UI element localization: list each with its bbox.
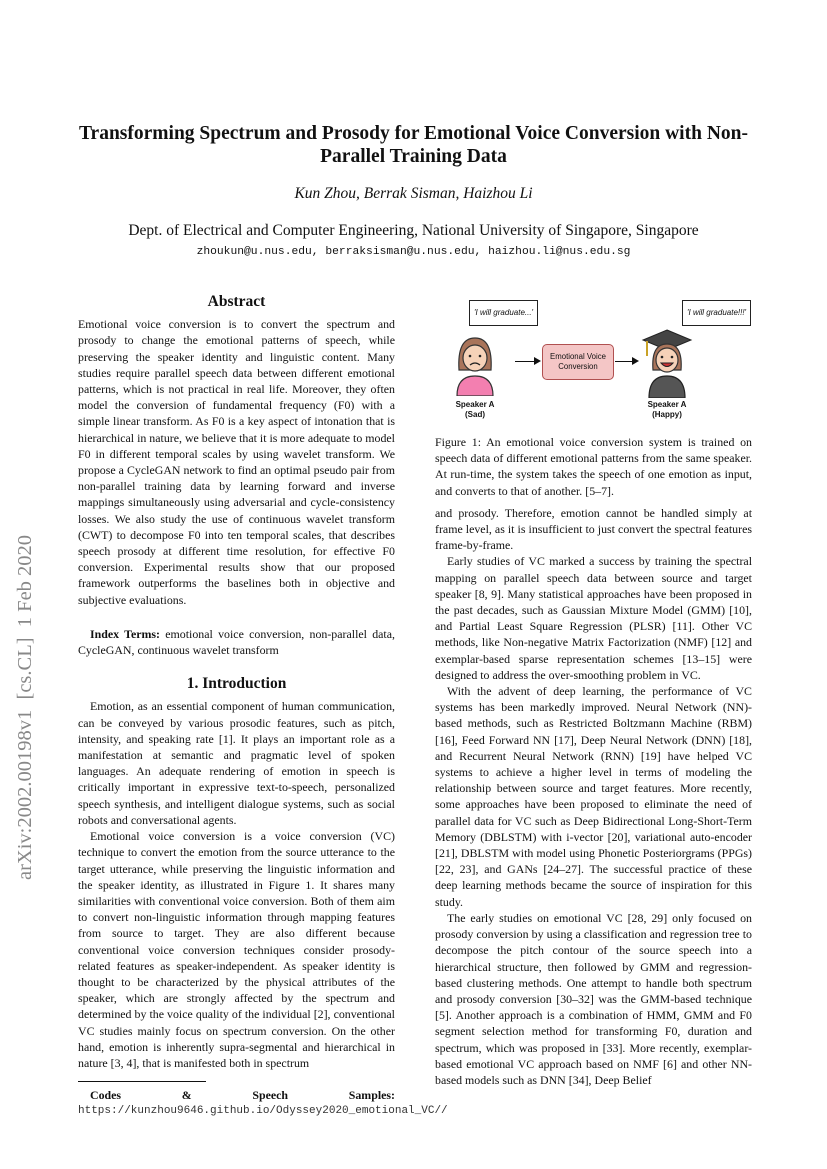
body-paragraph: With the advent of deep learning, the performance of VC systems has been markedly improved. Neural Network (NN)-based methods, such as Restricted Boltzmann Machine (RBM) [16], Feed Forward NN [17], Deep Neural Network (DNN) [18], and Recurrent Neural Network (RNN) [19] have helped VC systems to achieve a higher level in terms of modeling the relationship between source and target features. More recently, some approaches have been proposed to eliminate the need of parallel data for VC such as Deep Bidirectional Long-Short-Term Memory (DBLSTM) with i-vector [20], variational auto-encoder [21], DBLSTM with model using Phonetic Posteriorgrams (PPGs) [22, 23], and GANs [24–27]. The successful practice of these deep learning methods became the source of inspiration for this study. (435, 684, 752, 909)
sad-speaker-icon (453, 334, 497, 396)
intro-paragraph: Emotional voice conversion is a voice conversion (VC) technique to convert the emotion from the source utterance to the target utterance, while preserving the linguistic information and the speaker identity, as illustrated in Figure 1. It shares many similarities with conventional voice conversion. Both of them aim to convert non-linguistic information through mapping features from source to target. They are also different because conventional voice conversion techniques consider prosody-related features as speaker-independent. As speaker identity is thought to be characterized by the physical attributes of the speaker, which are strongly affected by the spectrum and determined by the voice quality of the individual [2], conventional VC studies mainly focus on spectrum conversion. On the other hand, emotion is inherently supra-segmental and hierarchical in nature [3, 4], that is manifested both in spectrum (78, 829, 395, 1070)
intro-paragraph: Emotion, as an essential component of human communication, can be conveyed by various prosodic features, such as pitch, intensity, and speaking rate [1]. It plays an important role as a manifestation at semantic and pragmatic level of spoken languages. An adequate rendering of emotion in speech is critically important in expressive text-to-speech, personalized speech synthesis, and intelligent dialogue systems, such as social robots and conversational agents. (78, 699, 395, 827)
author-emails: zhoukun@u.nus.edu, berraksisman@u.nus.edu, haizhou.li@nus.edu.sg (196, 246, 631, 258)
index-terms (78, 626, 395, 658)
right-column (435, 292, 752, 1088)
figure-caption: Figure 1: An emotional voice conversion system is trained on speech data of different emotional patterns from the same speaker. At run-time, the system takes the speech of one emotion as input, and converts to that of another. [5–7]. (435, 435, 752, 498)
footnote-rule (78, 1081, 206, 1082)
happy-graduate-icon (641, 328, 693, 398)
speaker-state: (Happy) (652, 410, 682, 419)
footnote (78, 1088, 448, 1118)
speaker-sad-label (445, 400, 505, 420)
arrow-right-icon (515, 361, 539, 362)
conversion-box: Emotional Voice Conversion (542, 344, 614, 380)
left-column (78, 293, 448, 1118)
footnote-label: Codes & Speech Samples: (90, 1088, 395, 1103)
speaker-name: Speaker A (647, 400, 687, 409)
abstract-heading: Abstract (207, 293, 266, 310)
speaker-name: Speaker A (455, 400, 495, 409)
body-paragraph: The early studies on emotional VC [28, 29] only focused on prosody conversion by using a classification and regression tree to decompose the pitch contour of the source speech into a hierarchical structure, then followed by GMM and regression-based clustering methods. One attempt to handle both spectrum and prosody conversion [30–32] was the GMM-based technique [5]. Another approach is a combination of HMM, GMM and F0 segment selection method for transforming F0, duration and spectrum, which was proposed in [33]. More recently, exemplar-based emotional VC approach based on NMF [6] and other NN-based models such as DNN [34], Deep Belief (435, 910, 752, 1087)
speaker-happy-label (637, 400, 697, 420)
arrow-right-icon (615, 361, 637, 362)
body-paragraph: and prosody. Therefore, emotion cannot be handled simply at frame level, as it is insufficient to just convert the spectral features frame-by-frame. (435, 505, 752, 553)
speech-bubble-sad: 'I will graduate...' (469, 300, 538, 326)
authors: Kun Zhou, Berrak Sisman, Haizhou Li (294, 185, 533, 202)
arxiv-side-label: arXiv:2002.00198v1 [cs.CL] 1 Feb 2020 (14, 534, 36, 880)
footnote-link[interactable]: https://kunzhou9646.github.io/Odyssey2020_emotional_VC// (78, 1105, 448, 1118)
speaker-state: (Sad) (465, 410, 485, 419)
abstract-text: Emotional voice conversion is to convert the spectrum and prosody to change the emotional patterns of speech, while preserving the speaker identity and linguistic content. Many studies require parallel speech data between different emotional patterns, which is not practical in real life. Moreover, they often model the conversion of fundamental frequency (F0) with a simple linear transform. As F0 is a key aspect of intonation that is hierarchical in nature, we believe that it is more adequate to model F0 in different temporal scales by using wavelet transform. We propose a CycleGAN network to find an optimal pseudo pair from non-parallel training data by learning forward and inverse mappings simultaneously using adversarial and cycle-consistency losses. We also study the use of continuous wavelet transform (CWT) to decompose F0 into ten temporal scales, that describes speech prosody at different time resolution, for effective F0 conversion. Experimental results show that our proposed framework outperforms the baselines both in objective and subjective evaluations. (78, 317, 395, 607)
index-terms-label: Index Terms: (90, 626, 161, 641)
speech-bubble-happy: 'I will graduate!!!' (682, 300, 751, 326)
intro-heading: 1. Introduction (186, 675, 287, 693)
paper-title: Transforming Spectrum and Prosody for Emotional Voice Conversion with Non-Parallel Training Data (79, 123, 748, 167)
body-paragraph: Early studies of VC marked a success by training the spectral mapping on parallel speech data between source and target speaker [8, 9]. Many statistical approaches have been proposed in the past decades, such as Gaussian Mixture Model (GMM) [10], and Partial Least Square Regression (PLSR) [11]. Other VC methods, like Non-negative Matrix Factorization (NMF) [12] and exemplar-based sparse representation schemes [13–15] were designed to address the over-smoothing problem in VC. (435, 554, 752, 682)
affiliation: Dept. of Electrical and Computer Engineering, National University of Singapore, Singapore (128, 222, 699, 239)
figure-1 (435, 292, 752, 428)
index-terms-text: emotional voice conversion, non-parallel data, CycleGAN, continuous wavelet transform (78, 626, 395, 658)
